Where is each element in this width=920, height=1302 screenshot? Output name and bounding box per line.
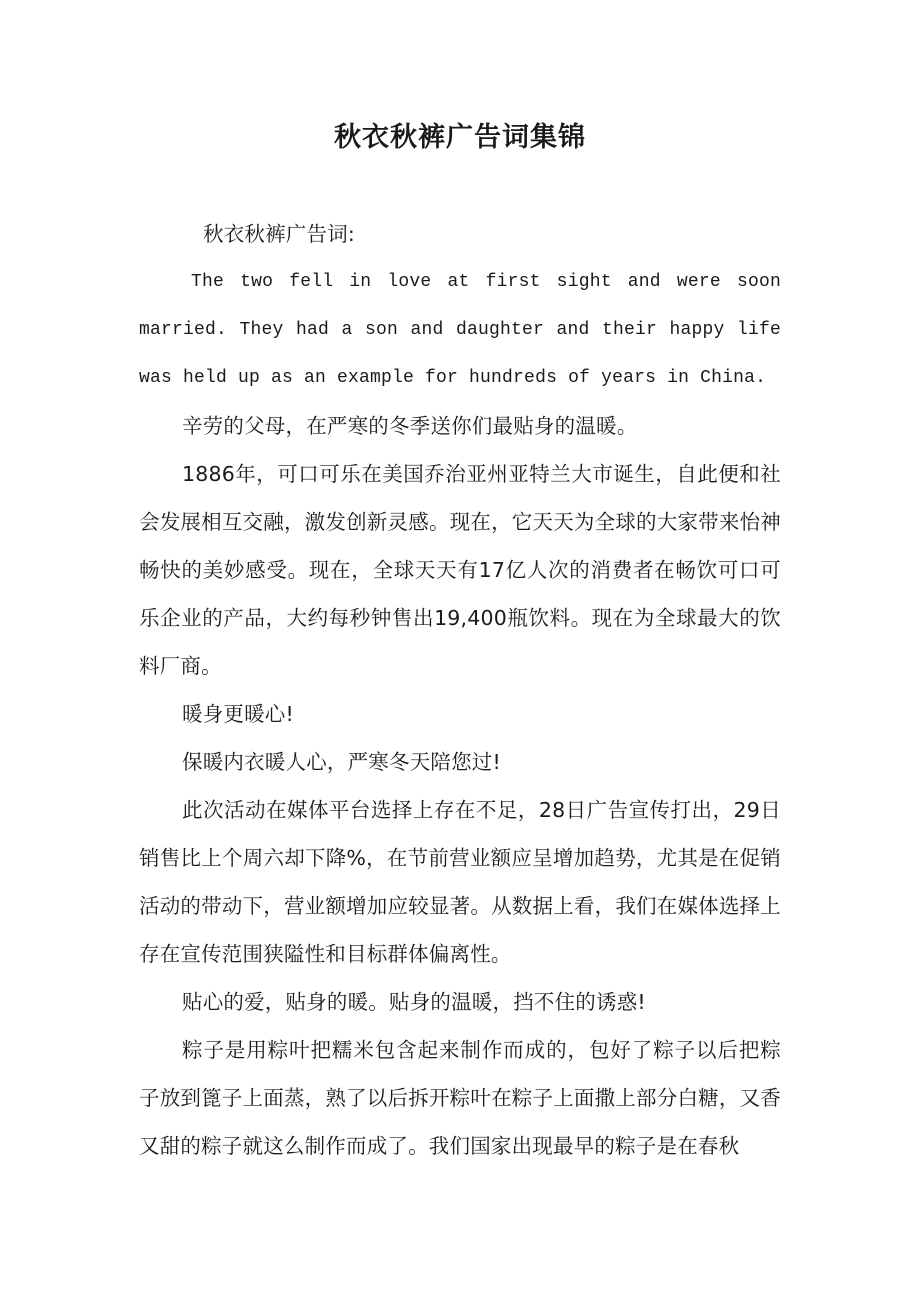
document-body: [139, 210, 781, 1170]
paragraph: 辛劳的父母，在严寒的冬季送你们最贴身的温暖。: [182, 414, 638, 438]
document-title: 秋衣秋裤广告词集锦: [334, 122, 586, 153]
paragraph: 此次活动在媒体平台选择上存在不足，28日广告宣传打出，29日销售比上个周六却下降%，在节前营业额应呈增加趋势，尤其是在促销活动的带动下，营业额增加应较显著。从数据上看，我们在媒体选择上存在宣传范围狭隘性和目标群体偏离性。: [139, 798, 781, 966]
paragraph: 暖身更暖心!: [182, 702, 294, 726]
paragraph: 贴心的爱，贴身的暖。贴身的温暖，挡不住的诱惑!: [182, 990, 646, 1014]
paragraph: 保暖内衣暖人心，严寒冬天陪您过!: [182, 750, 501, 774]
paragraph: 1886年，可口可乐在美国乔治亚州亚特兰大市诞生，自此便和社会发展相互交融，激发创新灵感。现在，它天天为全球的大家带来怡神畅快的美妙感受。现在，全球天天有17亿人次的消费者在畅饮可口可乐企业的产品，大约每秒钟售出19,400瓶饮料。现在为全球最大的饮料厂商。: [139, 462, 781, 678]
paragraph-intro-heading: 秋衣秋裤广告词:: [203, 222, 356, 246]
paragraph: 粽子是用粽叶把糯米包含起来制作而成的，包好了粽子以后把粽子放到篦子上面蒸，熟了以后拆开粽叶在粽子上面撒上部分白糖，又香又甜的粽子就这么制作而成了。我们国家出现最早的粽子是在春秋: [139, 1038, 781, 1158]
paragraph-english: The two fell in love at first sight and were soon married. They had a son and daughter and their happy life was held up as an example for hundreds of years in China.: [139, 272, 781, 388]
